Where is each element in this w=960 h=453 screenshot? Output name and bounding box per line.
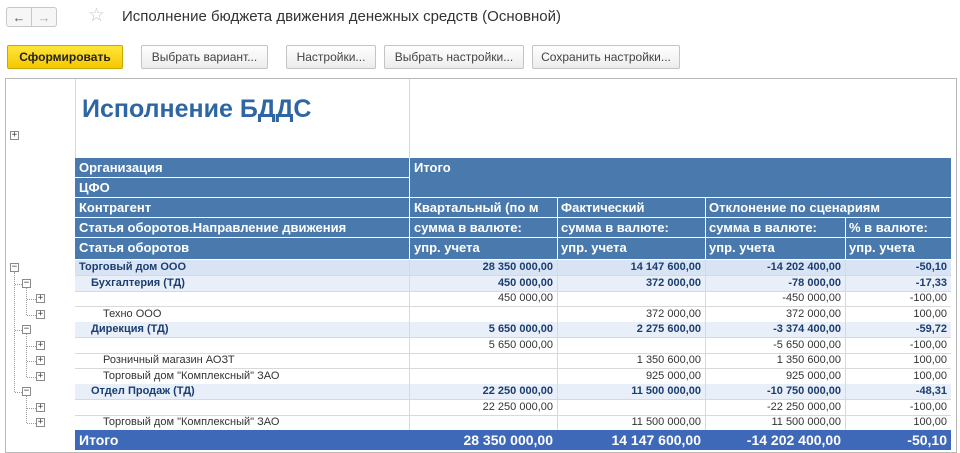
column-separator bbox=[705, 260, 706, 275]
table-row bbox=[75, 400, 951, 415]
expand-plus-icon[interactable]: + bbox=[37, 293, 44, 303]
favorite-star-icon[interactable]: ☆ bbox=[88, 5, 106, 26]
table-row bbox=[75, 276, 951, 291]
collapse-minus-icon[interactable]: − bbox=[23, 278, 30, 288]
report-header bbox=[75, 158, 951, 259]
header-sum-currency: сумма в валюте: bbox=[709, 220, 817, 235]
column-separator bbox=[409, 307, 410, 322]
header-organization: Организация bbox=[79, 160, 163, 175]
header-sum-currency: сумма в валюте: bbox=[561, 220, 669, 235]
row-label: Торговый дом ООО bbox=[79, 261, 187, 273]
tree-connector bbox=[14, 272, 15, 392]
header-article: Статья оборотов bbox=[79, 240, 190, 255]
save-settings-button[interactable]: Сохранить настройки... bbox=[532, 45, 680, 69]
header-total-group: Итого bbox=[414, 160, 451, 175]
tree-connector bbox=[26, 288, 27, 315]
row-percent: 100,00 bbox=[913, 308, 947, 320]
table-row bbox=[75, 322, 951, 337]
row-deviation: 11 500 000,00 bbox=[771, 416, 841, 428]
tree-connector bbox=[27, 346, 36, 347]
column-separator bbox=[409, 353, 410, 368]
report-title: Исполнение БДДС bbox=[82, 95, 312, 123]
settings-button[interactable]: Настройки... bbox=[286, 45, 376, 69]
column-separator bbox=[409, 291, 410, 306]
row-percent: -100,00 bbox=[909, 292, 947, 304]
row-deviation: 925 000,00 bbox=[785, 370, 841, 382]
expand-plus-icon[interactable]: + bbox=[11, 130, 18, 140]
row-actual: 11 500 000,00 bbox=[631, 416, 701, 428]
row-percent: -59,72 bbox=[915, 323, 947, 335]
tree-connector bbox=[15, 330, 22, 331]
arrow-left-icon: ← bbox=[12, 9, 26, 25]
header-pct-currency: % в валюте: bbox=[849, 220, 928, 235]
column-separator bbox=[705, 369, 706, 384]
total-quarterly: 28 350 000,00 bbox=[463, 432, 553, 448]
column-separator bbox=[409, 415, 410, 430]
row-percent: -100,00 bbox=[909, 339, 947, 351]
table-row bbox=[75, 384, 951, 399]
header-quarterly: Квартальный (по м bbox=[414, 200, 539, 215]
arrow-right-icon: → bbox=[37, 9, 51, 25]
column-separator bbox=[557, 353, 558, 368]
tree-connector bbox=[27, 361, 36, 362]
row-label: Отдел Продаж (ТД) bbox=[91, 385, 195, 397]
column-separator bbox=[705, 291, 706, 306]
table-row bbox=[75, 307, 951, 322]
column-separator bbox=[557, 369, 558, 384]
tree-connector bbox=[27, 315, 36, 316]
row-percent: -48,31 bbox=[915, 385, 947, 397]
column-separator bbox=[409, 400, 410, 415]
row-quarterly: 5 650 000,00 bbox=[488, 323, 553, 335]
row-actual: 372 000,00 bbox=[645, 277, 701, 289]
collapse-minus-icon[interactable]: − bbox=[11, 262, 18, 272]
column-separator bbox=[845, 260, 846, 275]
row-actual: 2 275 600,00 bbox=[636, 323, 701, 335]
tree-connector bbox=[26, 334, 27, 377]
column-separator bbox=[409, 276, 410, 291]
expand-plus-icon[interactable]: + bbox=[37, 417, 44, 427]
column-separator bbox=[845, 276, 846, 291]
row-deviation: -10 750 000,00 bbox=[766, 385, 841, 397]
row-quarterly: 22 250 000,00 bbox=[482, 401, 553, 413]
header-cfo: ЦФО bbox=[79, 180, 110, 195]
header-mgmt: упр. учета bbox=[414, 240, 480, 255]
column-separator bbox=[409, 369, 410, 384]
collapse-minus-icon[interactable]: − bbox=[23, 324, 30, 334]
row-quarterly: 450 000,00 bbox=[497, 292, 553, 304]
table-row bbox=[75, 260, 951, 275]
column-separator bbox=[557, 260, 558, 275]
row-percent: 100,00 bbox=[913, 416, 947, 428]
row-actual: 14 147 600,00 bbox=[630, 261, 701, 273]
tree-connector bbox=[15, 284, 22, 285]
header-sum-currency: сумма в валюте: bbox=[414, 220, 522, 235]
header-article-direction: Статья оборотов.Направление движения bbox=[79, 220, 347, 235]
tree-connector bbox=[27, 377, 36, 378]
row-deviation: -450 000,00 bbox=[782, 292, 841, 304]
row-percent: 100,00 bbox=[913, 354, 947, 366]
column-separator bbox=[409, 260, 410, 275]
row-quarterly: 5 650 000,00 bbox=[488, 339, 553, 351]
row-deviation: -3 374 400,00 bbox=[773, 323, 841, 335]
column-separator bbox=[557, 415, 558, 430]
row-actual: 11 500 000,00 bbox=[631, 385, 701, 397]
generate-button[interactable]: Сформировать bbox=[7, 45, 123, 69]
row-label: Бухгалтерия (ТД) bbox=[91, 277, 185, 289]
tree-connector bbox=[27, 408, 36, 409]
column-separator bbox=[557, 384, 558, 399]
header-counterparty: Контрагент bbox=[79, 200, 152, 215]
column-separator bbox=[845, 400, 846, 415]
header-mgmt: упр. учета bbox=[709, 240, 775, 255]
column-separator bbox=[409, 322, 410, 337]
expand-plus-icon[interactable]: + bbox=[37, 340, 44, 350]
total-row bbox=[75, 430, 951, 450]
forward-button[interactable] bbox=[31, 7, 57, 27]
grid-line bbox=[409, 79, 410, 159]
header-mgmt: упр. учета bbox=[849, 240, 915, 255]
row-deviation: -78 000,00 bbox=[788, 277, 841, 289]
row-label: Торговый дом "Комплексный" ЗАО bbox=[103, 416, 280, 428]
table-row bbox=[75, 415, 951, 430]
row-label: Дирекция (ТД) bbox=[91, 323, 169, 335]
column-separator bbox=[557, 291, 558, 306]
select-settings-button[interactable]: Выбрать настройки... bbox=[384, 45, 524, 69]
column-separator bbox=[705, 276, 706, 291]
table-row bbox=[75, 291, 951, 306]
column-separator bbox=[845, 353, 846, 368]
row-label: Торговый дом "Комплексный" ЗАО bbox=[103, 370, 280, 382]
column-separator bbox=[705, 384, 706, 399]
row-actual: 372 000,00 bbox=[645, 308, 701, 320]
table-row bbox=[75, 353, 951, 368]
grid-line bbox=[75, 79, 76, 159]
row-label: Техно ООО bbox=[103, 308, 162, 320]
row-actual: 925 000,00 bbox=[645, 370, 701, 382]
column-separator bbox=[705, 353, 706, 368]
tree-connector bbox=[26, 396, 27, 423]
select-variant-button[interactable]: Выбрать вариант... bbox=[141, 45, 268, 69]
total-percent: -50,10 bbox=[907, 432, 947, 448]
window-title: Исполнение бюджета движения денежных средств (Основной) bbox=[122, 8, 561, 25]
row-percent: -50,10 bbox=[915, 261, 947, 273]
column-separator bbox=[705, 338, 706, 353]
column-separator bbox=[845, 307, 846, 322]
row-percent: -100,00 bbox=[909, 401, 947, 413]
collapse-minus-icon[interactable]: − bbox=[23, 386, 30, 396]
header-actual: Фактический bbox=[561, 200, 645, 215]
total-deviation: -14 202 400,00 bbox=[746, 432, 841, 448]
column-separator bbox=[557, 400, 558, 415]
column-separator bbox=[845, 291, 846, 306]
tree-connector bbox=[27, 423, 36, 424]
row-deviation: -5 650 000,00 bbox=[773, 339, 841, 351]
column-separator bbox=[409, 384, 410, 399]
column-separator bbox=[845, 338, 846, 353]
column-separator bbox=[557, 338, 558, 353]
header-deviation: Отклонение по сценариям bbox=[709, 200, 881, 215]
total-label: Итого bbox=[79, 432, 119, 448]
expand-plus-icon[interactable]: + bbox=[37, 371, 44, 381]
column-separator bbox=[845, 322, 846, 337]
column-separator bbox=[705, 307, 706, 322]
column-separator bbox=[557, 276, 558, 291]
row-deviation: -14 202 400,00 bbox=[766, 261, 841, 273]
column-separator bbox=[705, 415, 706, 430]
row-deviation: -22 250 000,00 bbox=[766, 401, 841, 413]
table-row bbox=[75, 338, 951, 353]
total-actual: 14 147 600,00 bbox=[611, 432, 701, 448]
column-separator bbox=[845, 415, 846, 430]
column-separator bbox=[845, 369, 846, 384]
column-separator bbox=[705, 400, 706, 415]
column-separator bbox=[845, 384, 846, 399]
tree-connector bbox=[15, 392, 22, 393]
header-mgmt: упр. учета bbox=[561, 240, 627, 255]
column-separator bbox=[409, 338, 410, 353]
row-quarterly: 22 250 000,00 bbox=[482, 385, 553, 397]
expand-plus-icon[interactable]: + bbox=[37, 402, 44, 412]
column-separator bbox=[557, 307, 558, 322]
row-percent: -17,33 bbox=[915, 277, 947, 289]
row-percent: 100,00 bbox=[913, 370, 947, 382]
row-deviation: 372 000,00 bbox=[785, 308, 841, 320]
back-button[interactable] bbox=[6, 7, 32, 27]
tree-connector bbox=[27, 299, 36, 300]
column-separator bbox=[705, 322, 706, 337]
row-deviation: 1 350 600,00 bbox=[776, 354, 841, 366]
expand-plus-icon[interactable]: + bbox=[37, 355, 44, 365]
row-actual: 1 350 600,00 bbox=[636, 354, 701, 366]
column-separator bbox=[557, 322, 558, 337]
row-quarterly: 28 350 000,00 bbox=[482, 261, 553, 273]
row-label: Розничный магазин АОЗТ bbox=[103, 354, 235, 366]
expand-plus-icon[interactable]: + bbox=[37, 309, 44, 319]
row-quarterly: 450 000,00 bbox=[497, 277, 553, 289]
table-row bbox=[75, 369, 951, 384]
